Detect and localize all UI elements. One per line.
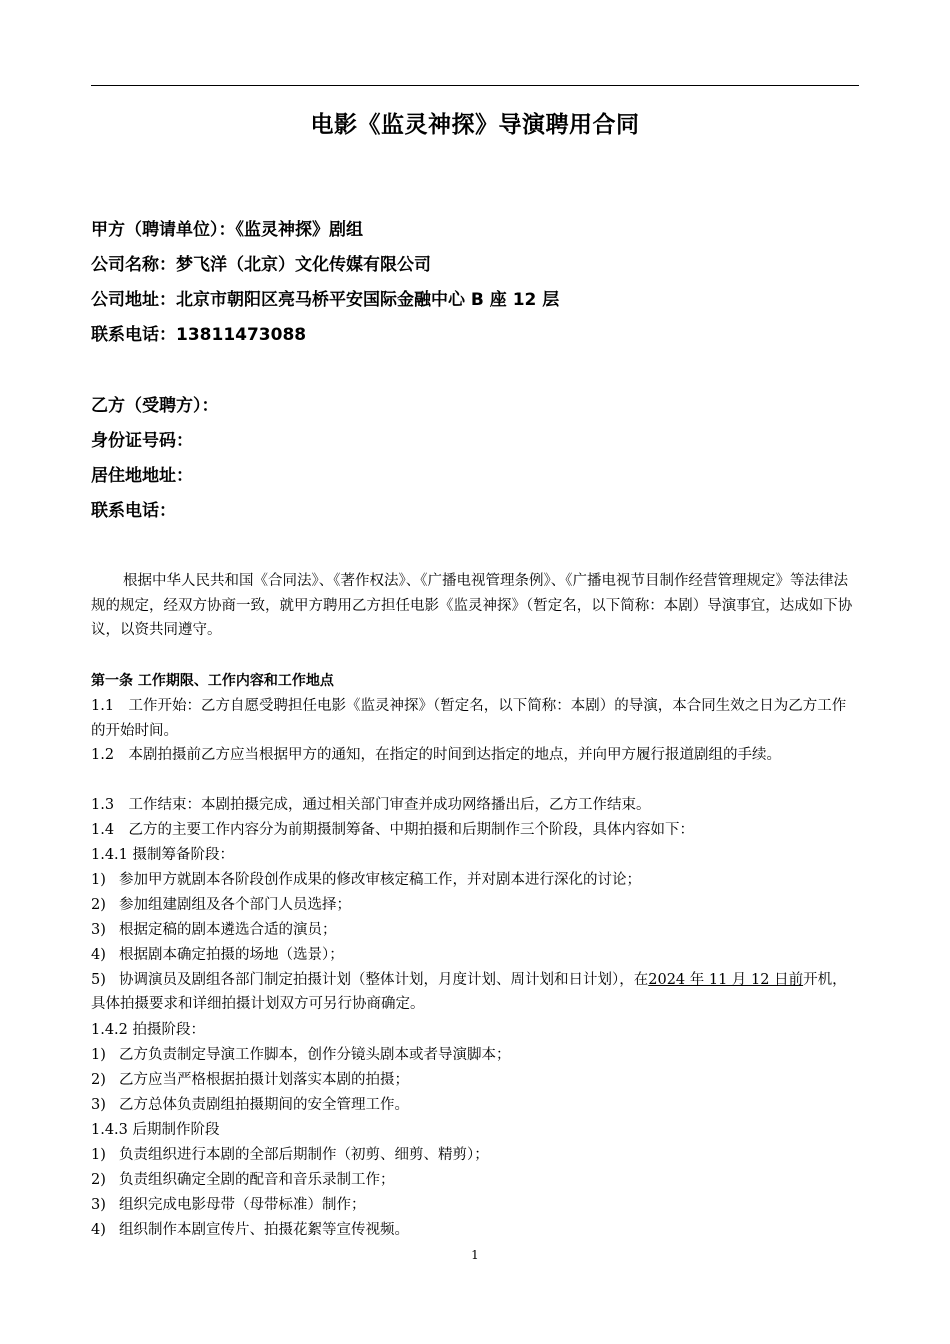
list-number: 4)	[91, 1222, 106, 1238]
list-number: 3)	[91, 1097, 106, 1113]
list-text: 根据定稿的剧本遴选合适的演员；	[119, 922, 337, 938]
list-number: 5)	[91, 972, 106, 988]
list-text: 参加组建剧组及各个部门人员选择；	[119, 897, 351, 913]
clause-1-3: 1.3 工作结束：本剧拍摄完成，通过相关部门审查并成功网络播出后，乙方工作结束。	[91, 797, 651, 813]
list-item	[91, 1093, 859, 1117]
party-b-id-number: 身份证号码：	[91, 431, 193, 451]
list-item	[91, 1143, 859, 1167]
list-text: 组织完成电影母带（母带标准）制作；	[119, 1197, 366, 1213]
list-text: 开机，具体拍摄要求和详细拍摄计划双方可另行协商确定。	[91, 972, 847, 1012]
list-number: 2)	[91, 1172, 106, 1188]
section-1-4-1: 1.4.1 摄制筹备阶段：	[91, 847, 235, 863]
party-b-address: 居住地地址：	[91, 466, 193, 486]
party-a-phone: 联系电话：13811473088	[91, 325, 307, 345]
list-number: 2)	[91, 1072, 106, 1088]
list-text: 参加甲方就剧本各阶段创作成果的修改审核定稿工作，并对剧本进行深化的讨论；	[119, 872, 641, 888]
start-date: 2024 年 11 月 12 日前	[648, 972, 804, 988]
list-item	[91, 1218, 859, 1242]
list-item	[91, 1043, 859, 1067]
list-item	[91, 1168, 859, 1192]
clause-1-2: 1.2 本剧拍摄前乙方应当根据甲方的通知，在指定的时间到达指定的地点，并向甲方履行报道剧组的手续。	[91, 747, 782, 763]
article-1-heading: 第一条 工作期限、工作内容和工作地点	[91, 673, 334, 689]
preamble-paragraph: 根据中华人民共和国《合同法》、《著作权法》、《广播电视管理条例》、《广播电视节目制作经营管理规定》等法律法规的规定，经双方协商一致，就甲方聘用乙方担任电影《监灵神探》（暂定名，以下简称：本剧）导演事宜，达成如下协议，以资共同遵守。	[91, 573, 853, 638]
list-item	[91, 893, 859, 917]
list-text: 乙方负责制定导演工作脚本，创作分镜头剧本或者导演脚本；	[119, 1047, 511, 1063]
list-text: 根据剧本确定拍摄的场地（选景）；	[119, 947, 344, 963]
list-number: 1)	[91, 872, 106, 888]
party-a-label: 甲方（聘请单位）：《监灵神探》剧组	[91, 220, 363, 240]
section-1-4-2: 1.4.2 拍摄阶段：	[91, 1022, 206, 1038]
contract-title: 电影《监灵神探》导演聘用合同	[310, 112, 640, 138]
list-text: 乙方应当严格根据拍摄计划落实本剧的拍摄；	[119, 1072, 409, 1088]
list-item	[91, 943, 859, 967]
list-number: 3)	[91, 1197, 106, 1213]
page-number: 1	[471, 1248, 479, 1262]
list-item	[91, 1068, 859, 1092]
header-rule	[91, 85, 859, 86]
list-number: 3)	[91, 922, 106, 938]
list-item	[91, 968, 859, 1016]
list-item	[91, 918, 859, 942]
list-text: 乙方总体负责剧组拍摄期间的安全管理工作。	[119, 1097, 409, 1113]
list-text: 负责组织进行本剧的全部后期制作（初剪、细剪、精剪）；	[119, 1147, 489, 1163]
party-a-address: 公司地址：北京市朝阳区亮马桥平安国际金融中心 B 座 12 层	[91, 290, 560, 310]
list-text: 组织制作本剧宣传片、拍摄花絮等宣传视频。	[119, 1222, 409, 1238]
list-number: 2)	[91, 897, 106, 913]
list-number: 4)	[91, 947, 106, 963]
clause-1-1: 1.1 工作开始：乙方自愿受聘担任电影《监灵神探》（暂定名，以下简称：本剧）的导演，本合同生效之日为乙方工作的开始时间。	[91, 698, 847, 739]
list-item	[91, 1193, 859, 1217]
clause-1-4: 1.4 乙方的主要工作内容分为前期摄制筹备、中期拍摄和后期制作三个阶段，具体内容如下：	[91, 822, 695, 838]
list-number: 1)	[91, 1047, 106, 1063]
party-b-phone: 联系电话：	[91, 501, 176, 521]
list-text: 负责组织确定全剧的配音和音乐录制工作；	[119, 1172, 395, 1188]
section-1-4-3: 1.4.3 后期制作阶段	[91, 1122, 220, 1138]
list-item	[91, 868, 859, 892]
list-text: 协调演员及剧组各部门制定拍摄计划（整体计划，月度计划、周计划和日计划），在	[119, 972, 649, 988]
party-a-company: 公司名称：梦飞洋（北京）文化传媒有限公司	[91, 255, 431, 275]
list-number: 1)	[91, 1147, 106, 1163]
party-b-label: 乙方（受聘方）：	[91, 396, 219, 416]
